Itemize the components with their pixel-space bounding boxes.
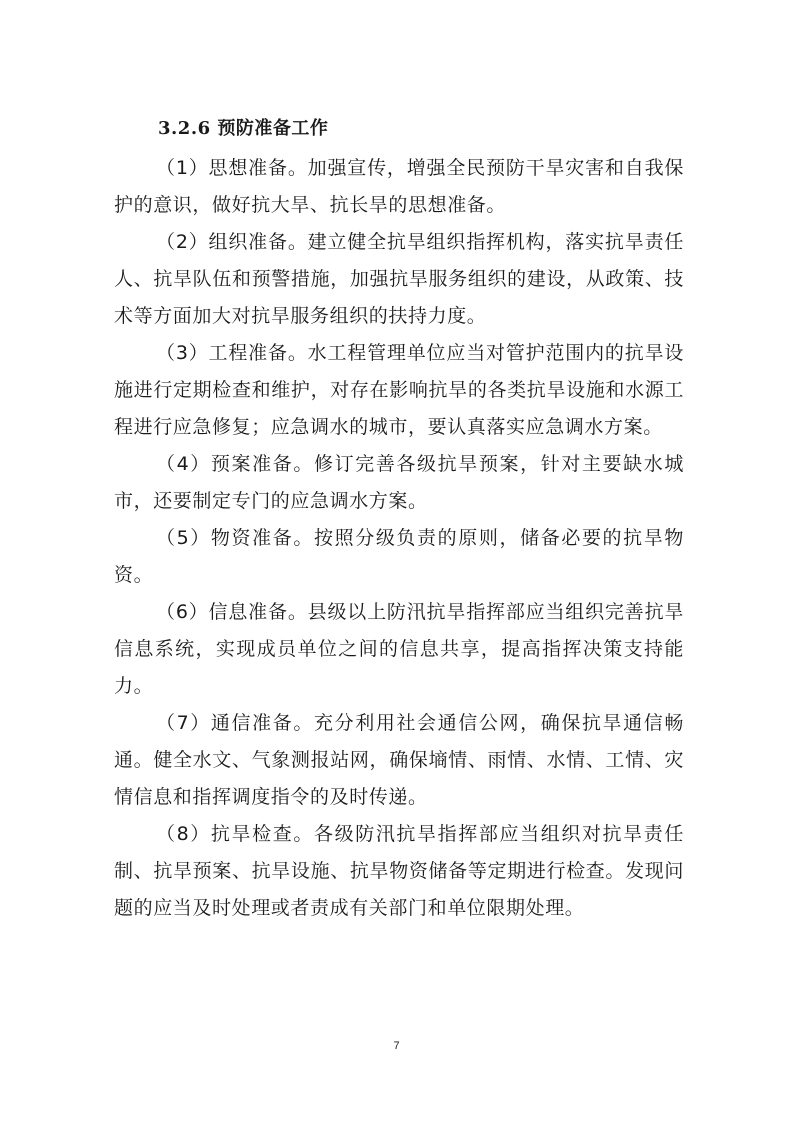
paragraph-engineering-preparation: （3）工程准备。水工程管理单位应当对管护范围内的抗旱设施进行定期检查和维护，对存在影响抗旱的各类抗旱设施和水源工程进行应急修复；应急调水的城市，要认真落实应急调水方案。 bbox=[114, 342, 684, 438]
paragraph-drought-inspection: （8）抗旱检查。各级防汛抗旱指挥部应当组织对抗旱责任制、抗旱预案、抗旱设施、抗旱物资储备等定期进行检查。发现问题的应当及时处理或者责成有关部门和单位限期处理。 bbox=[114, 823, 684, 919]
paragraph-organizational-preparation: （2）组织准备。建立健全抗旱组织指挥机构，落实抗旱责任人、抗旱队伍和预警措施，加强抗旱服务组织的建设，从政策、技术等方面加大对抗旱服务组织的扶持力度。 bbox=[114, 231, 684, 327]
page-content bbox=[114, 113, 684, 927]
paragraph-plan-preparation: （4）预案准备。修订完善各级抗旱预案，针对主要缺水城市，还要制定专门的应急调水方案。 bbox=[114, 453, 684, 512]
paragraph-information-preparation: （6）信息准备。县级以上防汛抗旱指挥部应当组织完善抗旱信息系统，实现成员单位之间的信息共享，提高指挥决策支持能力。 bbox=[114, 601, 684, 697]
page-number: 7 bbox=[393, 1040, 400, 1052]
section-heading: 3.2.6 预防准备工作 bbox=[158, 118, 329, 139]
paragraph-material-preparation: （5）物资准备。按照分级负责的原则，储备必要的抗旱物资。 bbox=[114, 527, 684, 586]
paragraph-ideological-preparation: （1）思想准备。加强宣传，增强全民预防干旱灾害和自我保护的意识，做好抗大旱、抗长旱的思想准备。 bbox=[114, 157, 684, 216]
paragraph-communication-preparation: （7）通信准备。充分利用社会通信公网，确保抗旱通信畅通。健全水文、气象测报站网，确保墒情、雨情、水情、工情、灾情信息和指挥调度指令的及时传递。 bbox=[114, 712, 684, 808]
